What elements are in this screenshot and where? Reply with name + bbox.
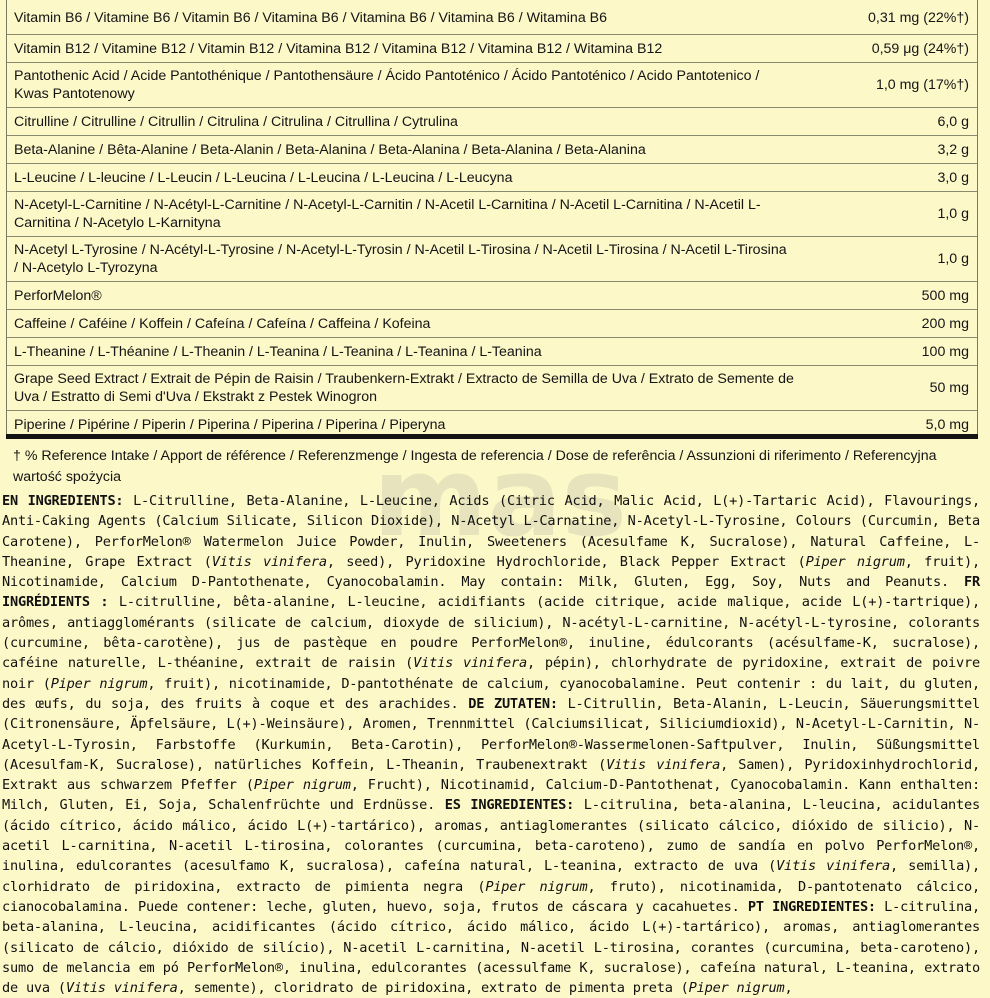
ingredients-fr: , fruit), nicotinamide, D-pantothénate de calcium, cyanocobalamine. Peut contenir : du lait, du gluten, des œufs, du soja, des fruits à coque et des arachides.	[2, 675, 980, 712]
nutrient-row	[7, 164, 977, 192]
table-bottom-rule	[6, 434, 978, 439]
nutrient-amount: 3,0 g	[937, 169, 969, 186]
ingredients-de-latin: Piper nigrum	[253, 777, 351, 794]
ingredients-fr: , pépin), chlorhydrate de pyridoxine, extrait de poivre noir (	[2, 655, 980, 692]
nutrient-amount: 100 mg	[921, 343, 969, 360]
nutrient-row	[7, 63, 977, 108]
nutrient-amount: 50 mg	[929, 380, 969, 396]
nutrient-amount: 1,0 g	[937, 251, 969, 267]
nutrient-row	[7, 192, 977, 237]
nutrient-amount: 200 mg	[921, 315, 969, 332]
nutrient-name: Citrulline / Citrulline / Citrullin / Citrulina / Citrulina / Citrullina / Cytrulina	[14, 113, 458, 130]
ingredients-en-latin: Vitis vinifera	[211, 553, 327, 570]
ingredients-label-es: ES INGREDIENTES:	[444, 797, 575, 814]
ingredients-pt-latin: Vitis vinifera	[65, 980, 178, 997]
nutrient-amount: 3,2 g	[937, 141, 969, 158]
nutrient-row	[7, 310, 977, 338]
nutrition-table	[6, 0, 978, 439]
ingredients-de: , Frucht), Nicotinamid, Calcium-D-Pantothenat, Cyanocobalamin. Kann enthalten: Milch, Gluten, Ei, Soja, Schalenfrüchte und Erdnüsse.	[2, 777, 981, 814]
ingredients-de-latin: Vitis vinifera	[606, 756, 721, 773]
nutrient-name: Caffeine / Caféine / Koffein / Cafeína / Cafeína / Caffeina / Kofeina	[14, 315, 431, 332]
ingredients-label-fr: FR INGRÉDIENTS :	[2, 574, 980, 611]
nutrient-row	[7, 35, 977, 63]
nutrient-name: PerforMelon®	[14, 287, 102, 304]
nutrient-amount: 1,0 mg (17%†)	[875, 77, 969, 93]
nutrient-name: Beta-Alanine / Bêta-Alanine / Beta-Alanin / Beta-Alanina / Beta-Alanina / Beta-Alanina / Beta-Alanina	[14, 141, 646, 158]
watermark-text: mas	[372, 440, 628, 560]
nutrient-name: Vitamin B6 / Vitamine B6 / Vitamin B6 / Vitamina B6 / Vitamina B6 / Vitamina B6 / Witamina B6	[14, 10, 608, 26]
nutrient-name: N-Acetyl L-Tyrosine / N-Acétyl-L-Tyrosine / N-Acetyl-L-Tyrosin / N-Acetil L-Tirosina / N-Acetil L-Tirosina / N-Acetil L-Tirosina / N-Acetylo L-Tyrozyna	[14, 242, 787, 276]
reference-intake-footnote: † % Reference Intake / Apport de référence / Referenzmenge / Ingesta de referencia / Dose de referência / Assunzioni di riferimento / Referencyjna wartość spożycia	[13, 448, 937, 485]
ingredients-es: L-citrulina, beta-alanina, L-leucina, acidulantes (ácido cítrico, ácido málico, ácido L(+)-tartárico), aromas, antiaglomerantes (silicato cálcico, dióxido de silicio), N-acetil L-carnitina, N-acetil L-tirosina, colorantes (curcumina, beta-caroteno), zumo de sandía en polvo PerforMelon®, inulina, edulcorantes (acesulfamo K, sucralosa), cafeína natural, L-teanina, extracto de uva (	[2, 797, 980, 875]
ingredients-label-en: EN INGREDIENTS:	[2, 493, 124, 509]
nutrient-row	[7, 366, 977, 411]
nutrient-row	[7, 282, 977, 310]
ingredients-es-latin: Vitis vinifera	[776, 858, 891, 875]
ingredients-de: L-Citrullin, Beta-Alanin, L-Leucin, Säuerungsmittel (Citronensäure, Äpfelsäure, L(+)-Weinsäure), Aromen, Trennmittel (Calciumsilicat, Siliciumdioxid), N-Acetyl-L-Carnitin, N-Acetyl-L-Tyrosin, Farbstoffe (Kurkumin, Beta-Carotin), PerforMelon®-Wassermelonen-Saftpulver, Inulin, Süßungsmittel (Acesulfam-K, Sucralose), natürliches Koffein, L-Theanin, Traubenextrakt (	[2, 695, 980, 773]
ingredients-fr: L-citrulline, bêta-alanine, L-leucine, acidifiants (acide citrique, acide malique, acide L(+)-tartrique), arômes, antiagglomérants (silicate de calcium, dioxyde de silicium), N-acétyl-L-carnitine, N-acétyl-L-tyrosine, colorants (curcumine, bêta-carotène), jus de pastèque en poudre PerforMelon®, inuline, édulcorants (acésulfame-K, sucralose), caféine naturelle, L-théanine, extrait de raisin (	[2, 594, 980, 672]
nutrient-name: Pantothenic Acid / Acide Pantothénique / Pantothensäure / Ácido Pantoténico / Ácido Pantoténico / Acido Pantotenico / Kwas Pantotenowy	[14, 68, 760, 102]
nutrient-row	[7, 108, 977, 136]
nutrient-name: Piperine / Pipérine / Piperin / Piperina / Piperina / Piperina / Piperyna	[14, 417, 446, 433]
nutrient-name: L-Leucine / L-leucine / L-Leucin / L-Leucina / L-Leucina / L-Leucina / L-Leucyna	[14, 169, 513, 186]
nutrient-name: N-Acetyl-L-Carnitine / N-Acétyl-L-Carnitine / N-Acetyl-L-Carnitin / N-Acetil L-Carnitina / N-Acetil L-Carnitina / N-Acetil L-Carnitina / N-Acetylo L-Karnityna	[14, 197, 761, 231]
ingredients-label-pt: PT INGREDIENTES:	[747, 898, 876, 915]
ingredients-fr-latin: Vitis vinifera	[413, 655, 527, 672]
nutrient-row	[7, 237, 977, 282]
ingredients-en: L-Citrulline, Beta-Alanine, L-Leucine, Acids (Citric Acid, Malic Acid, L(+)-Tartaric Acid), Flavourings, Anti-Caking Agents (Calcium Silicate, Silicon Dioxide), N-Acetyl L-Carnatine, N-Acetyl-L-Tyrosine, Colours (Curcumin, Beta Carotene), PerforMelon® Watermelon Juice Powder, Inulin, Sweeteners (Acesulfame K, Sucralose), Natural Caffeine, L-Theanine, Grape Extract (	[2, 493, 980, 570]
nutrient-row	[7, 0, 977, 35]
ingredients-en: , seed), Pyridoxine Hydrochloride, Black Pepper Extract (	[326, 553, 806, 570]
ingredients-de: , Samen), Pyridoxinhydrochlorid, Extrakt aus schwarzem Pfeffer (	[2, 756, 981, 794]
nutrient-name: Vitamin B12 / Vitamine B12 / Vitamin B12 / Vitamina B12 / Vitamina B12 / Vitamina B12 / Witamina B12	[14, 40, 663, 57]
nutrient-amount: 500 mg	[921, 287, 969, 304]
ingredients-es: , semilla), clorhidrato de piridoxina, extracto de pimienta negra (	[2, 858, 981, 895]
ingredients-pt: , semente), cloridrato de piridoxina, extrato de pimenta preta (	[177, 980, 689, 997]
nutrient-amount: 1,0 g	[937, 206, 969, 222]
nutrient-row	[7, 136, 977, 164]
ingredients-text	[2, 491, 980, 998]
nutrient-amount: 0,31 mg (22%†)	[868, 10, 969, 26]
ingredients-pt-latin: Piper nigrum	[688, 980, 785, 997]
nutrient-amount: 6,0 g	[937, 113, 969, 130]
ingredients-en-latin: Piper nigrum	[805, 553, 905, 570]
ingredients-es: , fruto), nicotinamida, D-pantotenato cálcico, cianocobalamina. Puede contener: leche, gluten, huevo, soja, frutos de cáscara y cacahuetes.	[2, 878, 980, 915]
nutrient-amount: 0,59 μg (24%†)	[871, 40, 969, 57]
ingredients-pt: L-citrulina, beta-alanina, L-leucina, acidificantes (ácido cítrico, ácido málico, ácido L(+)-tartárico), aromas, antiaglomerantes (silicato de cálcio, dióxido de silício), N-acetil L-carnitina, N-acetil L-tirosina, corantes (curcumina, beta-caroteno), sumo de melancia em pó PerforMelon®, inulina, edulcorantes (acessulfame K, sucralose), cafeína natural, L-teanina, extrato de uva (	[2, 898, 980, 997]
ingredients-label-de: DE ZUTATEN:	[468, 695, 558, 712]
ingredients-pt: ,	[784, 980, 793, 997]
ingredients-es-latin: Piper nigrum	[485, 878, 588, 895]
nutrient-name: Grape Seed Extract / Extrait de Pépin de Raisin / Traubenkern-Extrakt / Extracto de Semilla de Uva / Extrato de Semente de Uva / Estratto di Semi d'Uva / Ekstrakt z Pestek Winogron	[14, 371, 794, 405]
ingredients-en: , fruit), Nicotinamide, Calcium D-Pantothenate, Cyanocobalamin. May contain: Milk, Gluten, Egg, Soy, Nuts and Peanuts.	[2, 553, 980, 591]
nutrient-amount: 5,0 mg	[925, 417, 969, 433]
nutrient-name: L-Theanine / L-Théanine / L-Theanin / L-Teanina / L-Teanina / L-Teanina / L-Teanina	[14, 343, 542, 360]
ingredients-fr-latin: Piper nigrum	[50, 675, 148, 692]
nutrient-row	[7, 338, 977, 366]
